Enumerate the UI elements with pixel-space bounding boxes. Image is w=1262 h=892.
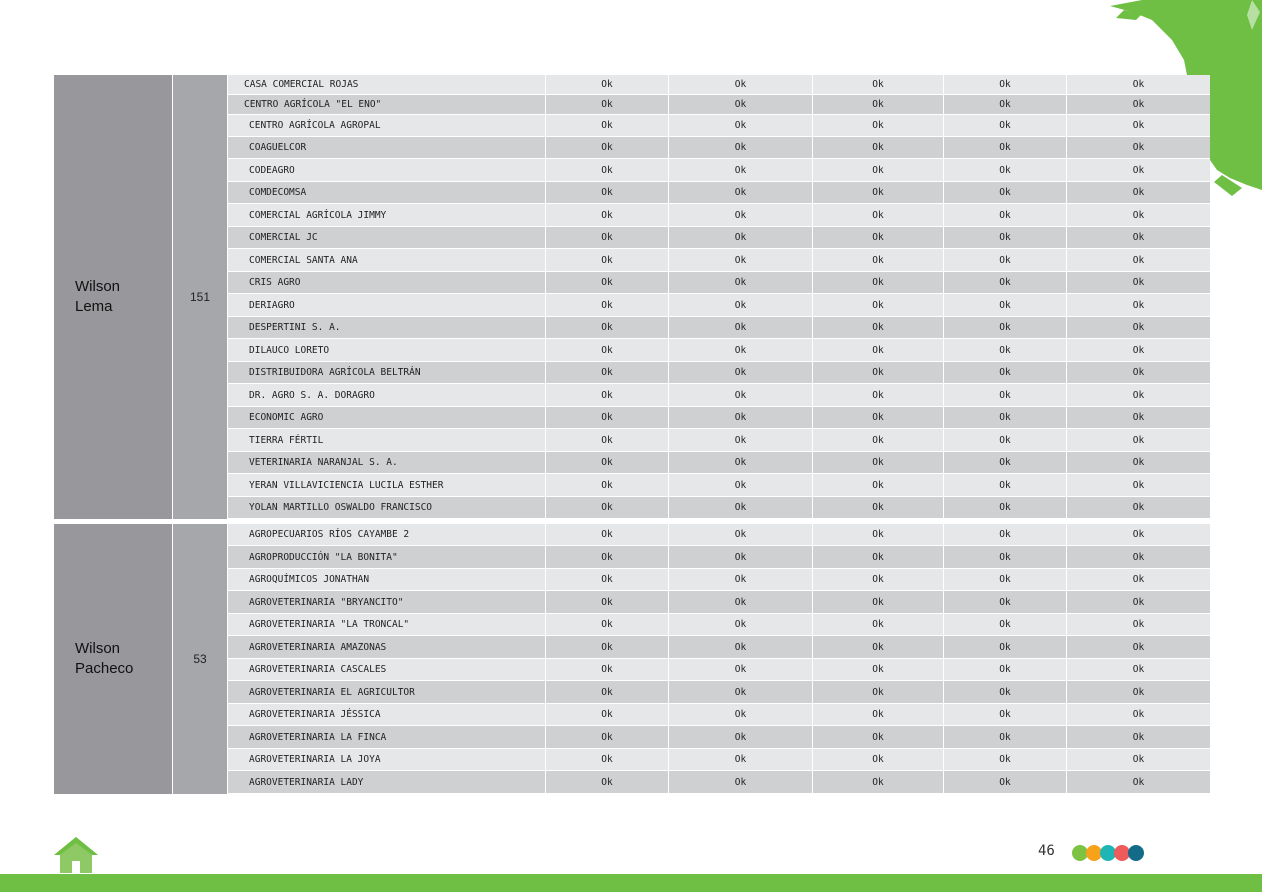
status-cell: Ok xyxy=(546,317,669,338)
status-cell: Ok xyxy=(944,159,1067,181)
status-cell: Ok xyxy=(813,339,944,361)
status-cell: Ok xyxy=(1132,142,1145,153)
status-cell: Ok xyxy=(1132,277,1145,288)
status-cell: Ok xyxy=(669,749,813,770)
status-cell: Ok xyxy=(669,272,813,293)
status-cell: Ok xyxy=(813,726,944,748)
status-cell: Ok xyxy=(546,384,669,406)
status-cell: Ok xyxy=(813,569,944,590)
store-name-cell: DILAUCO LORETO xyxy=(228,339,546,361)
status-cell: Ok xyxy=(813,636,944,658)
status-cell: Ok xyxy=(546,159,669,181)
table-group-wilson-lema xyxy=(54,75,1210,519)
status-cell: Ok xyxy=(813,452,944,473)
status-cell: Ok xyxy=(944,704,1067,725)
status-cell: Ok xyxy=(1132,596,1145,608)
store-name-cell: AGROVETERINARIA AMAZONAS xyxy=(228,636,546,658)
status-cell: Ok xyxy=(1132,502,1145,513)
store-name-cell: DISTRIBUIDORA AGRÍCOLA BELTRÁN xyxy=(228,362,546,383)
store-name-cell: DERIAGRO xyxy=(228,294,546,316)
table-row xyxy=(228,249,1210,272)
status-cell: Ok xyxy=(669,726,813,748)
status-cell: Ok xyxy=(669,636,813,658)
status-cell: Ok xyxy=(546,362,669,383)
status-cell: Ok xyxy=(944,227,1067,248)
status-cell: Ok xyxy=(669,614,813,635)
status-cell: Ok xyxy=(669,115,813,136)
status-cell: Ok xyxy=(669,407,813,428)
status-cell: Ok xyxy=(1132,232,1145,243)
status-cell: Ok xyxy=(944,659,1067,680)
table-row xyxy=(228,681,1210,704)
status-cell: Ok xyxy=(813,681,944,703)
table-row xyxy=(228,569,1210,591)
status-cell: Ok xyxy=(1132,254,1145,266)
status-cell: Ok xyxy=(944,749,1067,770)
table-row xyxy=(228,182,1210,204)
table-row xyxy=(228,749,1210,771)
status-cell: Ok xyxy=(546,452,669,473)
status-cell: Ok xyxy=(813,429,944,451)
store-name-cell: CASA COMERCIAL ROJAS xyxy=(228,75,546,94)
status-cell: Ok xyxy=(1132,776,1145,788)
status-cell: Ok xyxy=(546,137,669,158)
status-cell: Ok xyxy=(1132,322,1145,333)
status-cell: Ok xyxy=(669,591,813,613)
table-row xyxy=(228,227,1210,249)
status-cell: Ok xyxy=(1132,344,1145,356)
status-cell: Ok xyxy=(546,294,669,316)
status-cell: Ok xyxy=(669,429,813,451)
status-cell: Ok xyxy=(944,497,1067,518)
status-cell: Ok xyxy=(1132,367,1145,378)
status-cell: Ok xyxy=(669,204,813,226)
status-cell: Ok xyxy=(813,749,944,770)
status-cell: Ok xyxy=(813,249,944,271)
status-cell: Ok xyxy=(944,546,1067,568)
status-cell: Ok xyxy=(1132,209,1145,221)
table-row xyxy=(228,726,1210,749)
status-cell: Ok xyxy=(669,339,813,361)
table-row xyxy=(228,75,1210,95)
store-name-cell: AGROVETERINARIA "LA TRONCAL" xyxy=(228,614,546,635)
store-name-cell: COAGUELCOR xyxy=(228,137,546,158)
status-cell: Ok xyxy=(813,407,944,428)
person-name: Wilson Lema xyxy=(75,278,121,315)
store-name-cell: AGROVETERINARIA CASCALES xyxy=(228,659,546,680)
page-number: 46 xyxy=(1038,843,1055,859)
rows-container xyxy=(228,524,1210,794)
status-cell: Ok xyxy=(813,474,944,496)
table-row xyxy=(228,362,1210,384)
status-cell: Ok xyxy=(813,659,944,680)
table-row xyxy=(228,452,1210,474)
status-cell: Ok xyxy=(1132,99,1145,110)
status-cell: Ok xyxy=(944,636,1067,658)
count-cell xyxy=(173,524,227,794)
store-name-cell: AGROVETERINARIA EL AGRICULTOR xyxy=(228,681,546,703)
status-cell: Ok xyxy=(546,659,669,680)
table-row xyxy=(228,137,1210,159)
table-row xyxy=(228,115,1210,137)
person-cell xyxy=(54,75,172,519)
status-cell: Ok xyxy=(546,204,669,226)
status-cell: Ok xyxy=(546,771,669,793)
table-row xyxy=(228,294,1210,317)
status-cell: Ok xyxy=(669,384,813,406)
status-cell: Ok xyxy=(669,569,813,590)
status-cell: Ok xyxy=(1132,412,1145,423)
status-cell: Ok xyxy=(944,384,1067,406)
status-cell: Ok xyxy=(1132,686,1145,698)
status-cell: Ok xyxy=(669,75,813,94)
status-cell: Ok xyxy=(1132,187,1145,198)
status-cell: Ok xyxy=(1132,434,1145,446)
status-cell: Ok xyxy=(1132,479,1145,491)
status-cell: Ok xyxy=(546,591,669,613)
store-name-cell: YOLAN MARTILLO OSWALDO FRANCISCO xyxy=(228,497,546,518)
status-cell: Ok xyxy=(669,704,813,725)
status-cell: Ok xyxy=(813,497,944,518)
status-cell: Ok xyxy=(813,227,944,248)
status-cell: Ok xyxy=(546,429,669,451)
status-cell: Ok xyxy=(669,681,813,703)
status-cell: Ok xyxy=(944,524,1067,545)
table-row xyxy=(228,429,1210,452)
store-name-cell: AGROPECUARIOS RÍOS CAYAMBE 2 xyxy=(228,524,546,545)
status-cell: Ok xyxy=(546,546,669,568)
status-cell: Ok xyxy=(813,546,944,568)
status-cell: Ok xyxy=(546,407,669,428)
store-name-cell: YERAN VILLAVICIENCIA LUCILA ESTHER xyxy=(228,474,546,496)
status-cell: Ok xyxy=(944,317,1067,338)
status-cell: Ok xyxy=(944,726,1067,748)
store-name-cell: COMERCIAL SANTA ANA xyxy=(228,249,546,271)
status-cell: Ok xyxy=(944,182,1067,203)
status-cell: Ok xyxy=(546,497,669,518)
rows-container xyxy=(228,75,1210,519)
status-cell: Ok xyxy=(1132,299,1145,311)
store-name-cell: COMDECOMSA xyxy=(228,182,546,203)
status-cell: Ok xyxy=(944,771,1067,793)
status-cell: Ok xyxy=(813,182,944,203)
table-row xyxy=(228,204,1210,227)
status-cell: Ok xyxy=(813,384,944,406)
table-row xyxy=(228,704,1210,726)
status-cell: Ok xyxy=(546,681,669,703)
store-name-cell: VETERINARIA NARANJAL S. A. xyxy=(228,452,546,473)
status-cell: Ok xyxy=(813,771,944,793)
table-row xyxy=(228,546,1210,569)
status-cell: Ok xyxy=(944,249,1067,271)
status-cell: Ok xyxy=(546,227,669,248)
status-cell: Ok xyxy=(813,524,944,545)
status-cell: Ok xyxy=(669,524,813,545)
status-cell: Ok xyxy=(669,317,813,338)
status-cell: Ok xyxy=(669,452,813,473)
status-cell: Ok xyxy=(546,524,669,545)
table-row xyxy=(228,159,1210,182)
store-name-cell: AGROVETERINARIA LA FINCA xyxy=(228,726,546,748)
count-cell xyxy=(173,75,227,519)
store-count: 53 xyxy=(193,652,207,666)
color-dot xyxy=(1128,845,1144,861)
status-cell: Ok xyxy=(813,591,944,613)
status-cell: Ok xyxy=(1132,164,1145,176)
status-cell: Ok xyxy=(813,317,944,338)
store-name-cell: AGROVETERINARIA JÉSSICA xyxy=(228,704,546,725)
store-name-cell: CRIS AGRO xyxy=(228,272,546,293)
status-cell: Ok xyxy=(669,159,813,181)
status-cell: Ok xyxy=(1132,641,1145,653)
status-cell: Ok xyxy=(944,591,1067,613)
status-cell: Ok xyxy=(546,95,669,114)
status-cell: Ok xyxy=(546,704,669,725)
status-cell: Ok xyxy=(813,294,944,316)
status-cell: Ok xyxy=(1132,754,1145,765)
table-row xyxy=(228,272,1210,294)
status-cell: Ok xyxy=(546,474,669,496)
status-cell: Ok xyxy=(944,569,1067,590)
status-cell: Ok xyxy=(1132,664,1145,675)
status-cell: Ok xyxy=(944,75,1067,94)
footer-bar xyxy=(0,874,1262,892)
store-count: 151 xyxy=(189,290,211,304)
status-cell: Ok xyxy=(813,204,944,226)
store-name-cell: ECONOMIC AGRO xyxy=(228,407,546,428)
status-cell: Ok xyxy=(669,546,813,568)
table-row xyxy=(228,474,1210,497)
status-cell: Ok xyxy=(1132,389,1145,401)
store-name-cell: AGROVETERINARIA LADY xyxy=(228,771,546,793)
status-cell: Ok xyxy=(669,182,813,203)
person-name: Wilson Pacheco xyxy=(75,640,134,677)
status-cell: Ok xyxy=(669,771,813,793)
status-cell: Ok xyxy=(1132,120,1145,131)
status-cell: Ok xyxy=(546,272,669,293)
store-name-cell: DR. AGRO S. A. DORAGRO xyxy=(228,384,546,406)
status-cell: Ok xyxy=(944,339,1067,361)
store-name-cell: AGROPRODUCCIÓN "LA BONITA" xyxy=(228,546,546,568)
store-name-cell: CODEAGRO xyxy=(228,159,546,181)
status-cell: Ok xyxy=(944,294,1067,316)
store-name-cell: COMERCIAL AGRÍCOLA JIMMY xyxy=(228,204,546,226)
person-cell xyxy=(54,524,172,794)
status-cell: Ok xyxy=(546,249,669,271)
status-cell: Ok xyxy=(813,137,944,158)
status-cell: Ok xyxy=(944,204,1067,226)
status-cell: Ok xyxy=(944,474,1067,496)
status-cell: Ok xyxy=(669,474,813,496)
status-cell: Ok xyxy=(944,452,1067,473)
table-row xyxy=(228,407,1210,429)
color-dots-decoration xyxy=(1072,845,1142,861)
status-cell: Ok xyxy=(944,95,1067,114)
status-cell: Ok xyxy=(813,115,944,136)
status-cell: Ok xyxy=(944,614,1067,635)
status-cell: Ok xyxy=(546,614,669,635)
status-cell: Ok xyxy=(944,362,1067,383)
status-cell: Ok xyxy=(944,272,1067,293)
status-cell: Ok xyxy=(1132,529,1145,540)
status-cell: Ok xyxy=(546,569,669,590)
status-cell: Ok xyxy=(1132,709,1145,720)
status-cell: Ok xyxy=(546,75,669,94)
status-cell: Ok xyxy=(546,182,669,203)
table-row xyxy=(228,636,1210,659)
status-cell: Ok xyxy=(669,137,813,158)
status-cell: Ok xyxy=(669,659,813,680)
table-row xyxy=(228,591,1210,614)
table-row xyxy=(228,317,1210,339)
status-cell: Ok xyxy=(546,115,669,136)
status-cell: Ok xyxy=(669,362,813,383)
status-cell: Ok xyxy=(813,159,944,181)
status-cell: Ok xyxy=(1132,731,1145,743)
table-row xyxy=(228,339,1210,362)
status-cell: Ok xyxy=(1132,79,1145,90)
status-cell: Ok xyxy=(1132,619,1145,630)
status-cell: Ok xyxy=(813,614,944,635)
table-row xyxy=(228,497,1210,519)
status-cell: Ok xyxy=(669,227,813,248)
status-cell: Ok xyxy=(669,497,813,518)
table-group-wilson-pacheco xyxy=(54,524,1210,794)
store-name-cell: CENTRO AGRÍCOLA AGROPAL xyxy=(228,115,546,136)
table-row xyxy=(228,524,1210,546)
status-cell: Ok xyxy=(944,429,1067,451)
table-row xyxy=(228,771,1210,794)
status-cell: Ok xyxy=(546,636,669,658)
table-row xyxy=(228,659,1210,681)
store-name-cell: AGROQUÍMICOS JONATHAN xyxy=(228,569,546,590)
status-cell: Ok xyxy=(669,249,813,271)
status-cell: Ok xyxy=(813,75,944,94)
status-cell: Ok xyxy=(813,704,944,725)
status-cell: Ok xyxy=(813,362,944,383)
store-name-cell: AGROVETERINARIA "BRYANCITO" xyxy=(228,591,546,613)
table-row xyxy=(228,384,1210,407)
status-cell: Ok xyxy=(1132,574,1145,585)
store-name-cell: DESPERTINI S. A. xyxy=(228,317,546,338)
status-cell: Ok xyxy=(546,749,669,770)
status-cell: Ok xyxy=(944,115,1067,136)
store-name-cell: TIERRA FÉRTIL xyxy=(228,429,546,451)
store-name-cell: AGROVETERINARIA LA JOYA xyxy=(228,749,546,770)
status-cell: Ok xyxy=(669,95,813,114)
table-row xyxy=(228,95,1210,115)
status-cell: Ok xyxy=(546,339,669,361)
store-name-cell: COMERCIAL JC xyxy=(228,227,546,248)
table-row xyxy=(228,614,1210,636)
status-cell: Ok xyxy=(813,272,944,293)
status-cell: Ok xyxy=(1132,457,1145,468)
status-cell: Ok xyxy=(813,95,944,114)
status-cell: Ok xyxy=(669,294,813,316)
status-cell: Ok xyxy=(944,681,1067,703)
store-name-cell: CENTRO AGRÍCOLA "EL ENO" xyxy=(228,95,546,114)
status-cell: Ok xyxy=(944,137,1067,158)
status-cell: Ok xyxy=(1132,551,1145,563)
status-cell: Ok xyxy=(944,407,1067,428)
status-cell: Ok xyxy=(546,726,669,748)
